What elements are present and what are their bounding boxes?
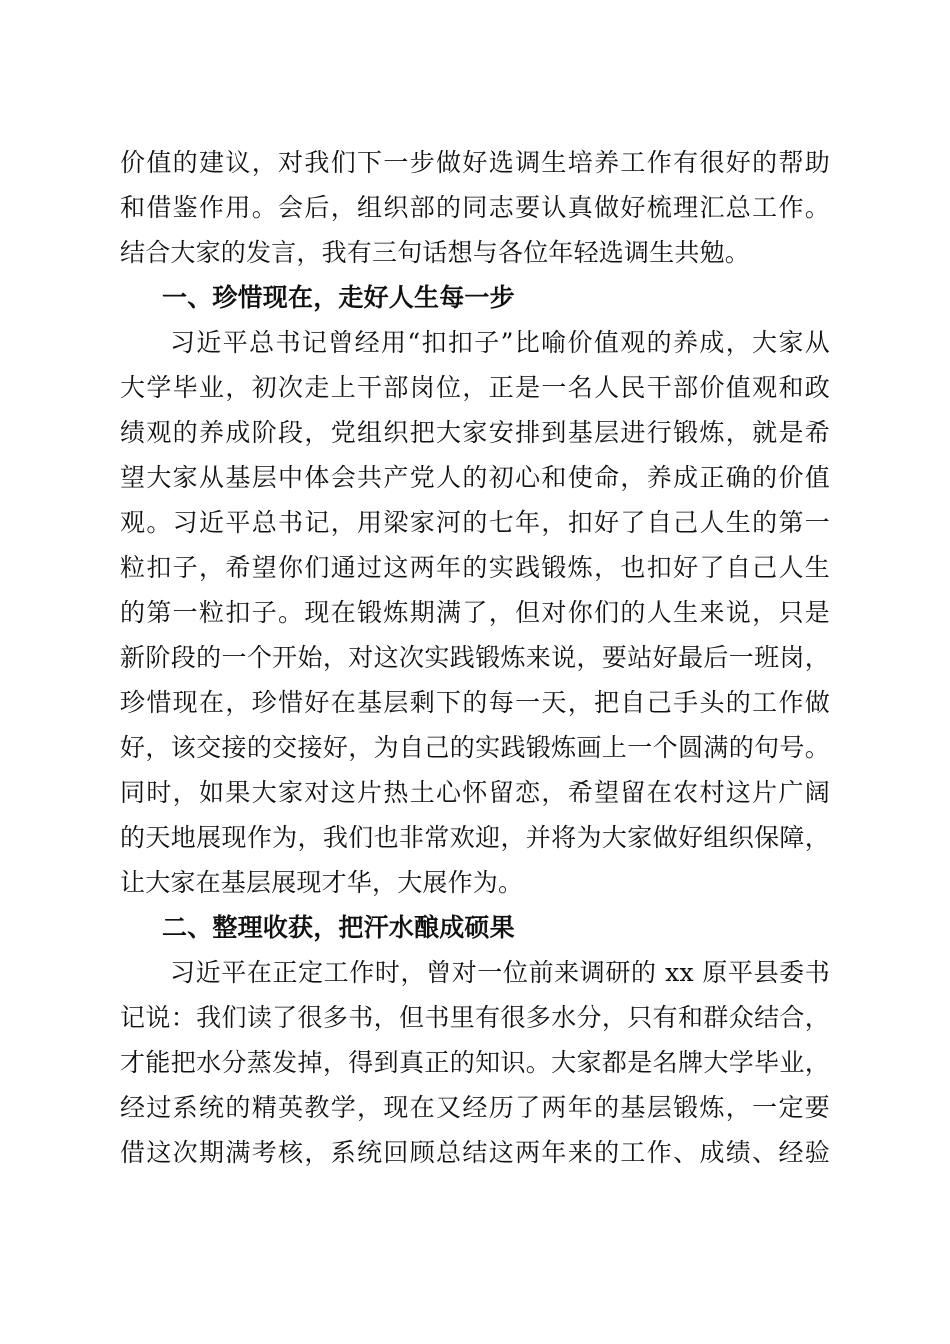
paragraph-line: 望大家从基层中体会共产党人的初心和使命，养成正确的价值 [120,463,830,492]
paragraph-line: 经过系统的精英教学，现在又经历了两年的基层锻炼，一定要 [120,1093,830,1122]
paragraph-line: 粒扣子，希望你们通过这两年的实践锻炼，也扣好了自己人生 [120,553,830,582]
paragraph-line: 观。习近平总书记，用梁家河的七年，扣好了自己人生的第一 [120,508,830,537]
paragraph-line: 结合大家的发言，我有三句话想与各位年轻选调生共勉。 [120,238,751,267]
paragraph-line: 习近平在正定工作时，曾对一位前来调研的 xx 原平县委书 [170,958,830,987]
paragraph-line: 和借鉴作用。会后，组织部的同志要认真做好梳理汇总工作。 [120,193,830,222]
paragraph-line: 才能把水分蒸发掉，得到真正的知识。大家都是名牌大学毕业， [120,1048,830,1077]
paragraph-line: 习近平总书记曾经用“扣扣子”比喻价值观的养成，大家从 [170,328,830,357]
paragraph-line: 价值的建议，对我们下一步做好选调生培养工作有很好的帮助 [120,148,830,177]
paragraph-line: 珍惜现在，珍惜好在基层剩下的每一天，把自己手头的工作做 [120,688,830,717]
paragraph-line: 绩观的养成阶段，党组织把大家安排到基层进行锻炼，就是希 [120,418,830,447]
paragraph-line: 同时，如果大家对这片热土心怀留恋，希望留在农村这片广阔 [120,778,830,807]
paragraph-line: 的天地展现作为，我们也非常欢迎，并将为大家做好组织保障， [120,823,830,852]
paragraph-line: 借这次期满考核，系统回顾总结这两年来的工作、成绩、经验 [120,1138,830,1167]
section-heading-2: 二、整理收获，把汗水酿成硕果 [162,913,515,942]
document-body [120,140,830,1175]
paragraph-line: 让大家在基层展现才华，大展作为。 [120,868,524,897]
paragraph-line: 好，该交接的交接好，为自己的实践锻炼画上一个圆满的句号。 [120,733,830,762]
paragraph-line: 大学毕业，初次走上干部岗位，正是一名人民干部价值观和政 [120,373,830,402]
paragraph-line: 的第一粒扣子。现在锻炼期满了，但对你们的人生来说，只是 [120,598,830,627]
paragraph-line: 记说：我们读了很多书，但书里有很多水分，只有和群众结合， [120,1003,830,1032]
section-heading-1: 一、珍惜现在，走好人生每一步 [162,283,515,312]
paragraph-line: 新阶段的一个开始，对这次实践锻炼来说，要站好最后一班岗， [120,643,830,672]
